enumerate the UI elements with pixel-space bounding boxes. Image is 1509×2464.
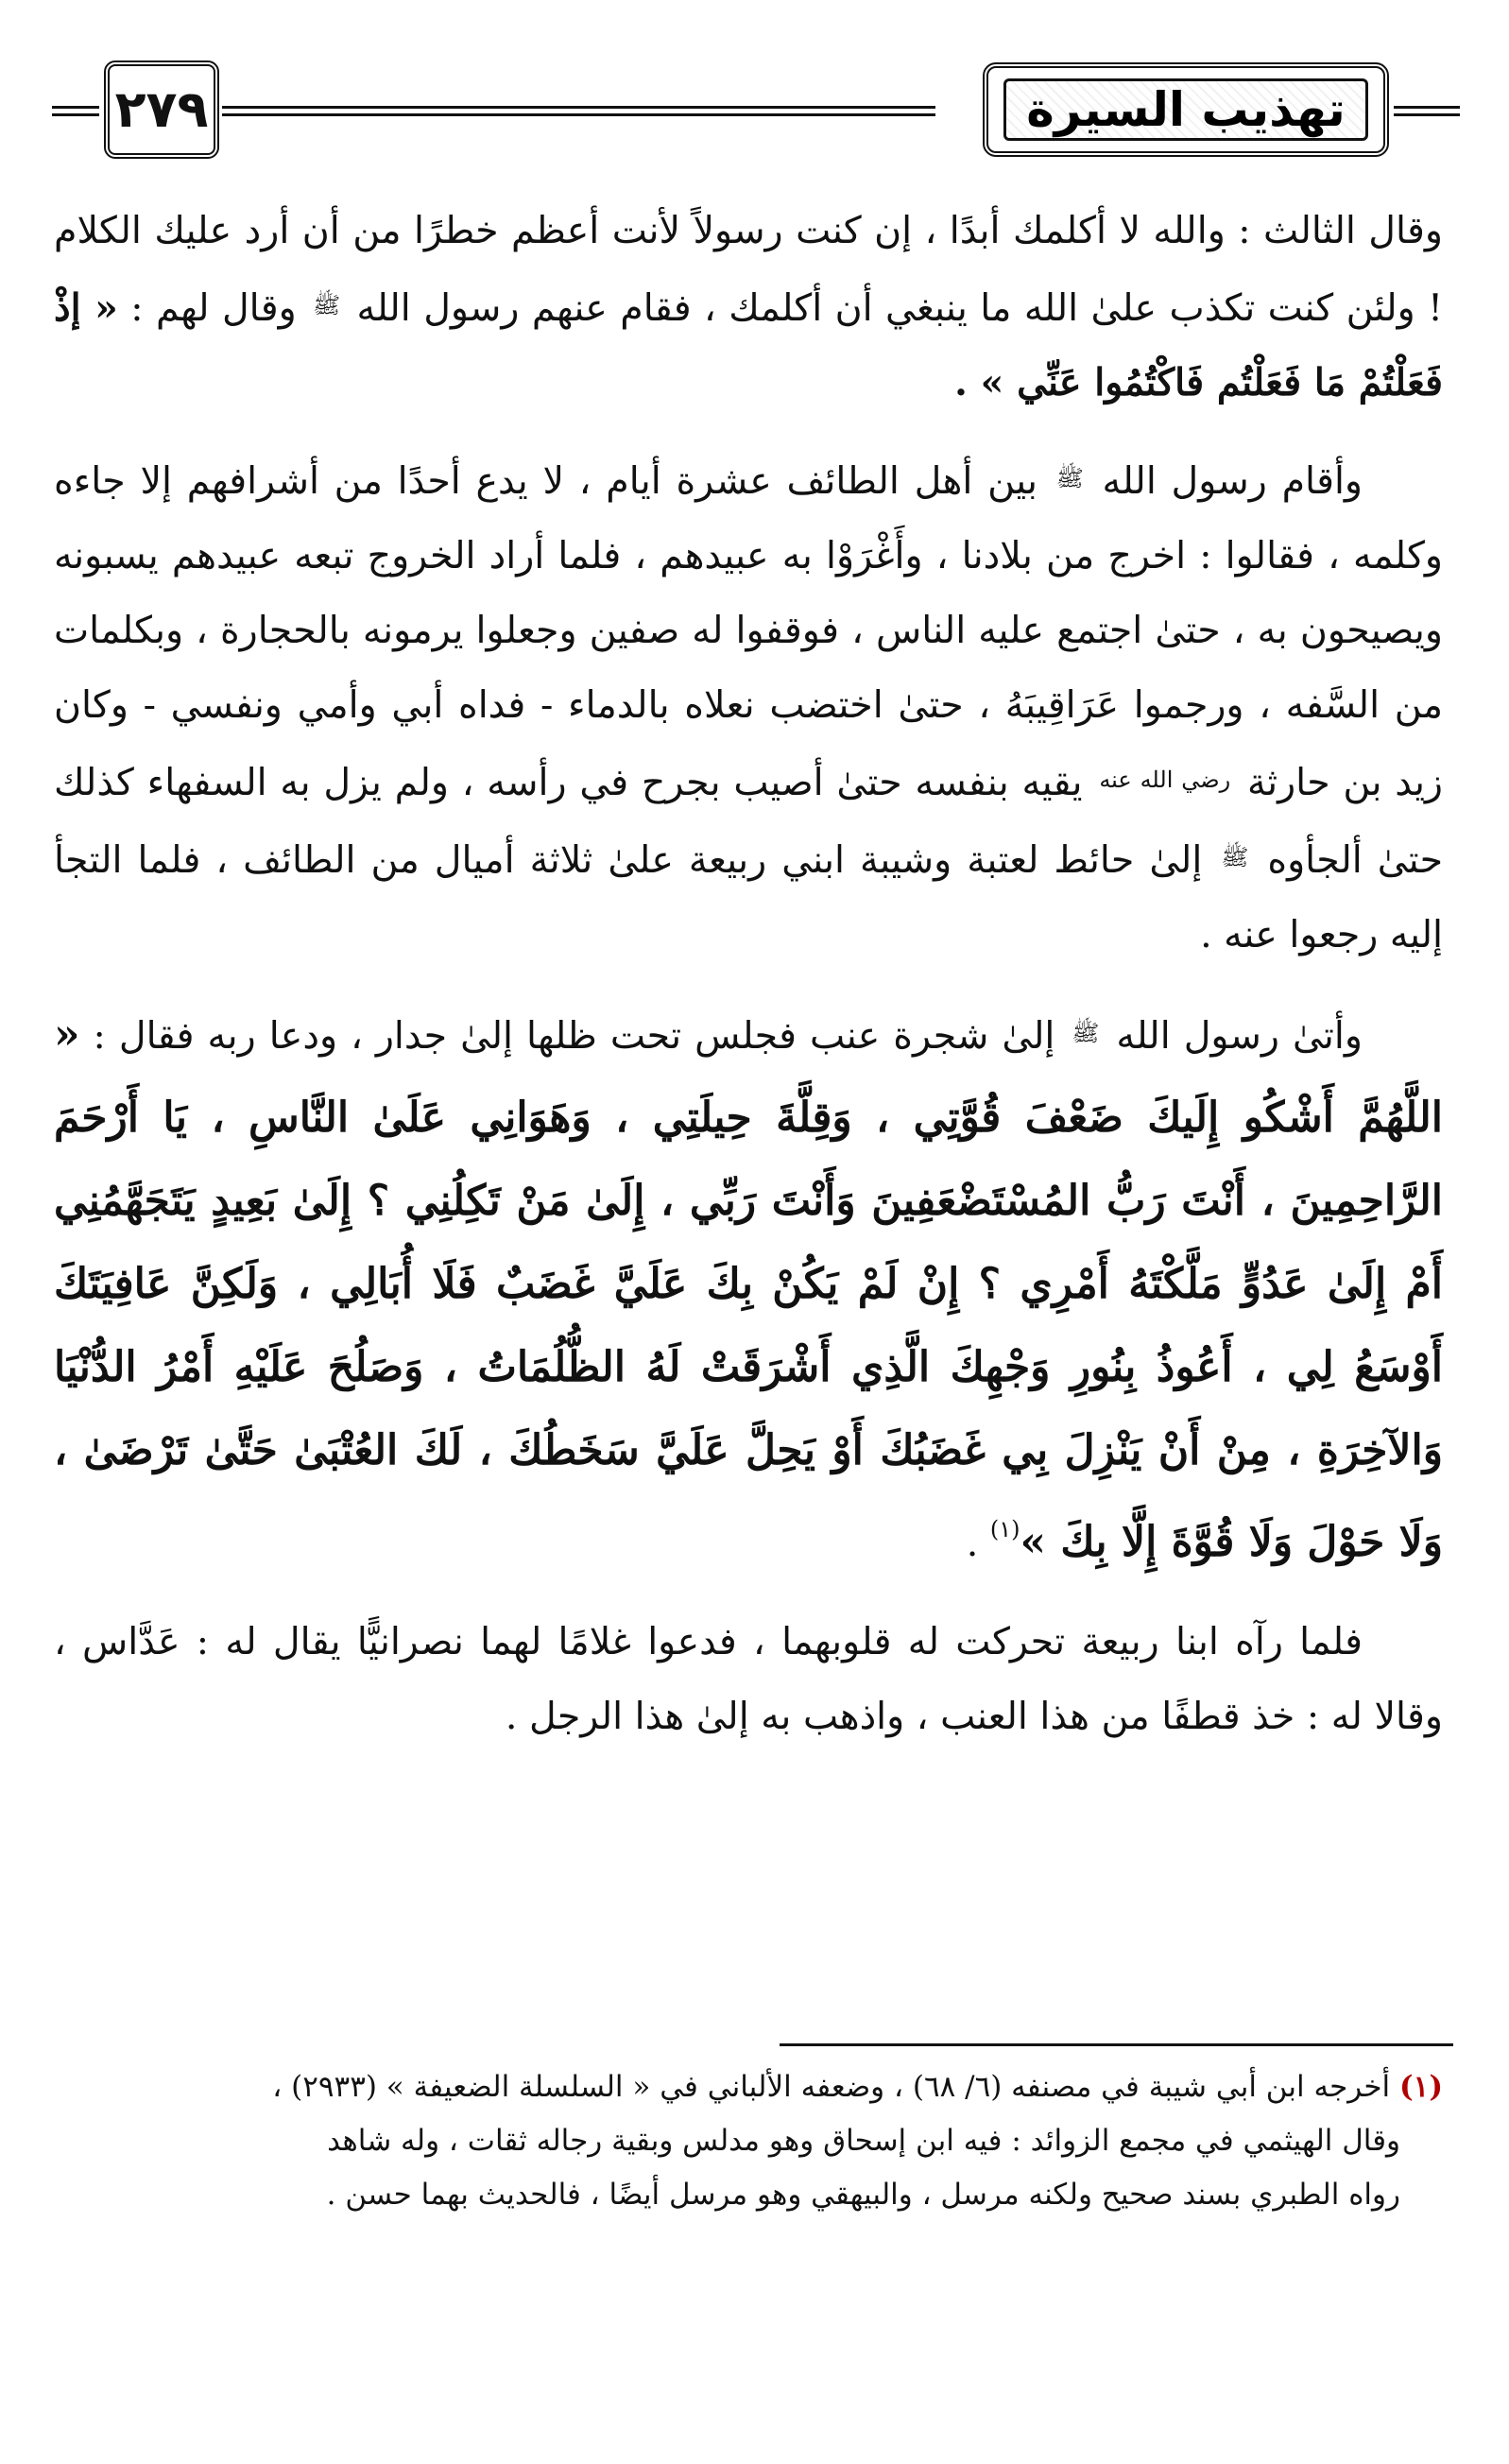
paragraph-text: بين أهل الطائف عشرة أيام ، لا يدع أحدًا من أشرافهم إلا جاءه وكلمه ، فقالوا : اخرج من بلادنا ، وأَغْرَوْا به عبيدهم ، فلما أراد الخروج تبعه عبيدهم يسبونه ويصيحون به ، حتىٰ اجتمع عليه الناس ، فوقفوا له صفين وجعلوا يرمونه بالحجارة ، وبكلمات من السَّفه ، ورجموا عَرَاقِيبَهُ ، حتىٰ اختضب نعلاه بالدماء - فداه أبي وأمي ونفسي - وكان زيد بن حارثة [54, 459, 1444, 804]
footnotes [54, 2060, 1443, 2222]
paragraph-text: يقيه بنفسه حتىٰ أصيب بجرح في رأسه ، ولم يزل به السفهاء كذلك حتىٰ ألجأوه [54, 761, 1443, 882]
paragraph-text: وأتىٰ رسول الله [1116, 1014, 1363, 1058]
paragraph-text: وأقام رسول الله [1102, 459, 1363, 503]
page-number-frame [104, 60, 219, 159]
salawat-glyph: ﷺ [1055, 465, 1084, 491]
header-rule [52, 106, 99, 109]
paragraph-text: فلما رآه ابنا ربيعة تحركت له قلوبهما ، فدعوا غلامًا لهما نصرانيًّا يقال له : عَدَّاس ، وقالا له : خذ قطفًا من هذا العنب ، واذهب به إلىٰ هذا الرجل . [54, 1620, 1443, 1738]
page-header [52, 55, 1460, 168]
footnote-line [54, 2168, 1443, 2222]
footnote-text: وقال الهيثمي في مجمع الزوائد : فيه ابن إسحاق وهو مدلس وبقية رجاله ثقات ، وله شاهد [327, 2124, 1400, 2158]
paragraph-3 [54, 993, 1443, 1584]
paragraph-end: . [966, 1522, 979, 1565]
footnote-text: رواه الطبري بسند صحيح ولكنه مرسل ، والبيهقي وهو مرسل أيضًا ، فالحديث بهما حسن . [326, 2178, 1400, 2212]
page-number: ٢٧٩ [114, 79, 209, 139]
dua-text: « اللَّهُمَّ أَشْكُو إِلَيكَ ضَعْفَ قُوَّتِي ، وَقِلَّةَ حِيلَتِي ، وَهَوَانِي عَلَىٰ النَّاسِ ، يَا أَرْحَمَ الرَّاحِمِينَ ، أَنْتَ رَبُّ المُسْتَضْعَفِينَ وَأَنْتَ رَبِّي ، إِلَىٰ مَنْ تَكِلُنِي ؟ إِلَىٰ بَعِيدٍ يَتَجَهَّمُنِي أَمْ إِلَىٰ عَدُوٍّ مَلَّكْتَهُ أَمْرِي ؟ إِنْ لَمْ يَكُنْ بِكَ عَلَيَّ غَضَبٌ فَلَا أُبَالِي ، وَلَكِنَّ عَافِيَتَكَ أَوْسَعُ لِي ، أَعُوذُ بِنُورِ وَجْهِكَ الَّذِي أَشْرَقَتْ لَهُ الظُّلُمَاتُ ، وَصَلُحَ عَلَيْهِ أَمْرُ الدُّنْيَا وَالآخِرَةِ ، مِنْ أَنْ يَنْزِلَ بِي غَضَبُكَ أَوْ يَحِلَّ عَلَيَّ سَخَطُكَ ، لَكَ العُتْبَىٰ حَتَّىٰ تَرْضَىٰ ، وَلَا حَوْلَ وَلَا قُوَّةَ إِلَّا بِكَ » [54, 1010, 1443, 1566]
footnote-reference[interactable]: (١) [989, 1516, 1020, 1542]
running-title-ornament [1003, 78, 1368, 141]
footnote-separator [780, 2043, 1453, 2046]
hadith-quote: « إذْ فَعَلْتُمْ مَا فَعَلْتُم فَاكْتُمُوا عَنِّي » . [54, 286, 1443, 405]
header-rule [52, 113, 99, 116]
salawat-glyph: ﷺ [313, 292, 341, 319]
paragraph-4 [54, 1605, 1443, 1754]
header-rule [222, 106, 935, 109]
header-rule [1394, 106, 1460, 109]
radiya-allahu-anhu-glyph: رضي الله عنه [1099, 767, 1231, 793]
footnote-text: أخرجه ابن أبي شيبة في مصنفه (٦/ ٦٨) ، وضعفه الألباني في « السلسلة الضعيفة » (٢٩٣٣) ، [272, 2070, 1391, 2104]
paragraph-text: وقال الثالث : والله لا أكلمك أبدًا ، إن كنت رسولاً لأنت أعظم خطرًا من أن أرد عليك الكلام ! ولئن كنت تكذب علىٰ الله ما ينبغي أن أكلمك ، فقام عنهم رسول الله [54, 209, 1443, 330]
footnote-line [54, 2114, 1443, 2168]
header-rule [222, 113, 935, 116]
salawat-glyph: ﷺ [1072, 1020, 1100, 1046]
footnote-number: (١) [1399, 2070, 1443, 2104]
paragraph-2 [54, 441, 1443, 973]
header-rule [1394, 113, 1460, 116]
footnote-line [54, 2060, 1443, 2114]
paragraph-text: إلىٰ شجرة عنب فجلس تحت ظلها إلىٰ جدار ، ودعا ربه فقال : [93, 1014, 1055, 1058]
salawat-glyph: ﷺ [1221, 844, 1249, 870]
running-title-frame [983, 62, 1389, 157]
paragraph-1 [54, 194, 1443, 421]
main-text [54, 194, 1443, 1754]
paragraph-text: وقال لهم : [130, 286, 297, 330]
paragraph-text: إلىٰ حائط لعتبة وشيبة ابني ربيعة علىٰ ثلاثة أميال من الطائف ، فلما التجأ إليه رجعوا عنه . [54, 838, 1443, 956]
running-title: تهذيب السيرة [1026, 82, 1346, 137]
